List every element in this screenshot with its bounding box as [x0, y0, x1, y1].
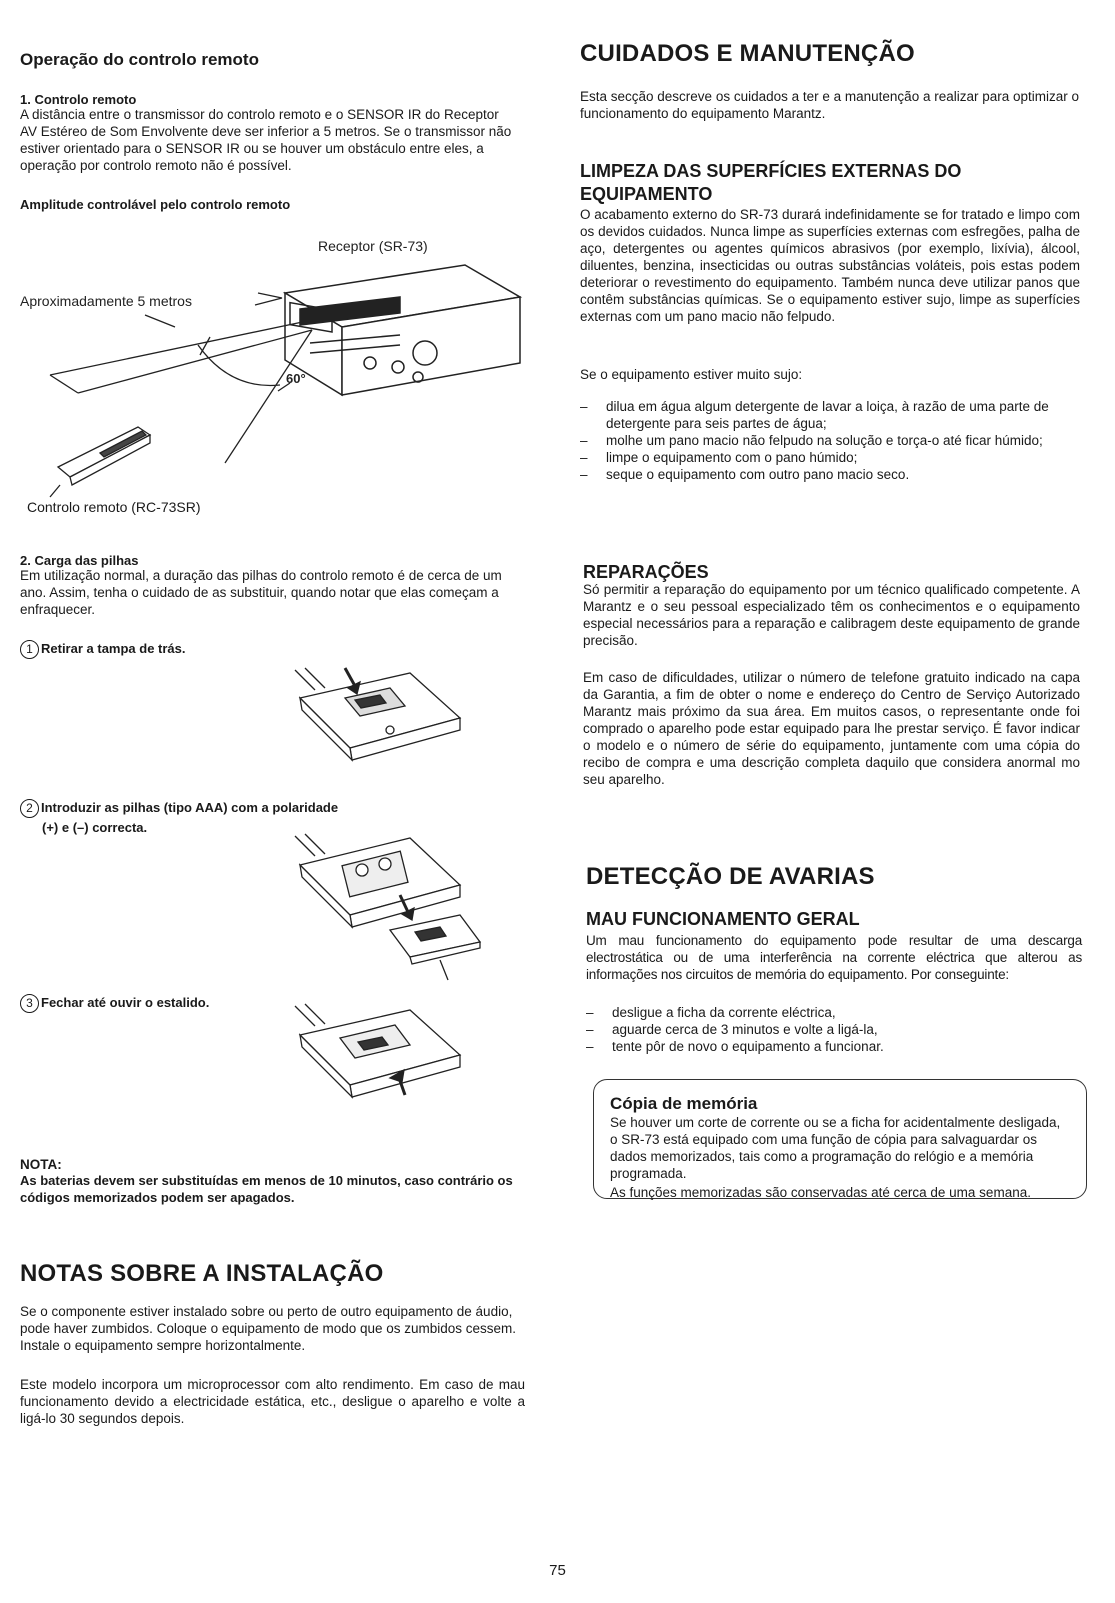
- memory-backup-paragraph-1: Se houver um corte de corrente ou se a ficha for acidentalmente desligada, o SR-73 está equipado com uma função de cópia para salvaguardar os dados memorizados, tais como a programação do relógio e a memória programada.: [610, 1115, 1061, 1181]
- distance-label: Aproximadamente 5 metros: [20, 293, 192, 309]
- step-3-number: 3: [20, 994, 39, 1013]
- battery-step-2: [20, 799, 338, 818]
- memory-backup-title: Cópia de memória: [610, 1094, 758, 1113]
- malfunction-step: – aguarde cerca de 3 minutos e volte a ligá-la,: [586, 1021, 1082, 1038]
- remote-illustration: [50, 427, 150, 497]
- repairs-paragraph-1: Só permitir a reparação do equipamento por um técnico qualificado competente. A Marantz e o seu pessoal especializado têm os conhecimentos e o equipamento especial necessários para a reparação e calibragem deste equipamento de grande precisão.: [583, 582, 1080, 648]
- malfunction-step: – tente pôr de novo o equipamento a funcionar.: [586, 1038, 1082, 1055]
- installation-title: NOTAS SOBRE A INSTALAÇÃO: [20, 1260, 384, 1287]
- battery-step-3: [20, 994, 209, 1013]
- remote-section-1-title: 1. Controlo remoto: [20, 92, 137, 107]
- note-title: NOTA:: [20, 1157, 62, 1172]
- dirty-step: – seque o equipamento com outro pano macio seco.: [580, 466, 1080, 483]
- installation-paragraph-1: Se o componente estiver instalado sobre ou perto de outro equipamento de áudio, pode haver zumbidos. Coloque o equipamento de modo que os zumbidos cessem. Instale o equipamento sempre horizontalmente.: [20, 1304, 517, 1353]
- step-1-number: 1: [20, 640, 39, 659]
- page-number: 75: [549, 1562, 566, 1579]
- battery-step-1: [20, 640, 186, 659]
- step-1-illustration: [290, 668, 470, 788]
- range-title: Amplitude controlável pelo controlo remoto: [20, 197, 291, 212]
- remote-section-1-text: A distância entre o transmissor do controlo remoto e o SENSOR IR do Receptor AV Estéreo de Som Envolvente deve ser inferior a 5 metros. Se o transmissor não estiver orientado para o SENSOR IR ou se houver um obstáculo entre eles, a operação por controlo remoto não é possível.: [20, 107, 512, 173]
- cleaning-text: O acabamento externo do SR-73 durará indefinidamente se for tratado e limpo com os devidos cuidados. Nunca limpe as superfícies externas com esfregões, palha de aço, detergentes ou agentes químicos abrasivos (por exemplo, lixívia), álcool, diluentes, benzina, insecticidas ou outras substâncias voláteis, pois estas podem deteriorar o revestimento do equipamento. Também nunca deve utilizar panos que contêm substâncias químicas. Se o equipamento estiver sujo, limpe as superfícies externas com um pano macio não felpudo.: [580, 207, 1080, 324]
- remote-label: Controlo remoto (RC-73SR): [27, 499, 201, 515]
- step-2-line-2: (+) e (–) correcta.: [42, 820, 148, 835]
- dirty-step: – limpe o equipamento com o pano húmido;: [580, 449, 1080, 466]
- dirty-step: – dilua em água algum detergente de lavar a loiça, à razão de uma parte de detergente para seis partes de água;: [580, 398, 1080, 432]
- step-1-text: Retirar a tampa de trás.: [41, 641, 186, 656]
- malfunction-step: – desligue a ficha da corrente eléctrica,: [586, 1004, 1082, 1021]
- general-malfunction-title: MAU FUNCIONAMENTO GERAL: [586, 909, 860, 929]
- dirty-intro: Se o equipamento estiver muito sujo:: [580, 367, 803, 382]
- dirty-step: – molhe um pano macio não felpudo na solução e torça-o até ficar húmido;: [580, 432, 1080, 449]
- remote-section-2-text: Em utilização normal, a duração das pilhas do controlo remoto é de cerca de um ano. Assim, tenha o cuidado de as substituir, quando notar que elas começam a enfraquecer.: [20, 568, 502, 617]
- dirty-steps-list: [580, 398, 1080, 483]
- step-2-line-1: Introduzir as pilhas (tipo AAA) com a polaridade: [41, 800, 339, 815]
- step-2-number: 2: [20, 799, 39, 818]
- memory-backup-paragraph-2: As funções memorizadas são conservadas até cerca de uma semana.: [610, 1185, 1031, 1200]
- remote-operation-title: Operação do controlo remoto: [20, 50, 259, 69]
- note-text: As baterias devem ser substituídas em menos de 10 minutos, caso contrário os códigos memorizados podem ser apagados.: [20, 1173, 513, 1205]
- care-title: CUIDADOS E MANUTENÇÃO: [580, 40, 915, 67]
- troubleshooting-title: DETECÇÃO DE AVARIAS: [586, 863, 875, 890]
- general-malfunction-text: Um mau funcionamento do equipamento pode resultar de uma descarga electrostática ou de uma interferência na corrente eléctrica que alterou as informações nos circuitos de memória do equipamento. Por conseguinte:: [586, 933, 1082, 982]
- receiver-illustration: [285, 265, 520, 395]
- remote-section-2-title: 2. Carga das pilhas: [20, 553, 139, 568]
- step-3-text: Fechar até ouvir o estalido.: [41, 995, 210, 1010]
- cleaning-title: LIMPEZA DAS SUPERFÍCIES EXTERNAS DO EQUIPAMENTO: [580, 161, 962, 204]
- repairs-title: REPARAÇÕES: [583, 562, 709, 582]
- step-3-illustration: [290, 1000, 470, 1120]
- repairs-paragraph-2: Em caso de dificuldades, utilizar o número de telefone gratuito indicado na capa da Garantia, a fim de obter o nome e endereço do Centro de Serviço Autorizado Marantz mais próximo da sua área. Em muitos casos, o representante onde foi comprado o aparelho pode estar equipado para lhe prestar serviço. É favor indicar o modelo e o número de série do equipamento, juntamente com uma cópia do recibo de compra e uma descrição completa daquilo que considera anormal mo seu aparelho.: [583, 670, 1080, 787]
- step-2-illustration: [290, 830, 490, 990]
- receiver-label: Receptor (SR-73): [318, 238, 428, 254]
- angle-label: 60°: [286, 371, 306, 386]
- range-lines: [50, 293, 312, 463]
- installation-paragraph-2: Este modelo incorpora um microprocessor com alto rendimento. Em caso de mau funcionamento devido a electricidade estática, etc., desligue o aparelho e volte a ligá-lo 30 segundos depois.: [20, 1377, 525, 1426]
- care-intro: Esta secção descreve os cuidados a ter e a manutenção a realizar para optimizar o funcionamento do equipamento Marantz.: [580, 89, 1080, 121]
- range-diagram: [20, 235, 535, 505]
- malfunction-steps-list: [586, 1004, 1082, 1055]
